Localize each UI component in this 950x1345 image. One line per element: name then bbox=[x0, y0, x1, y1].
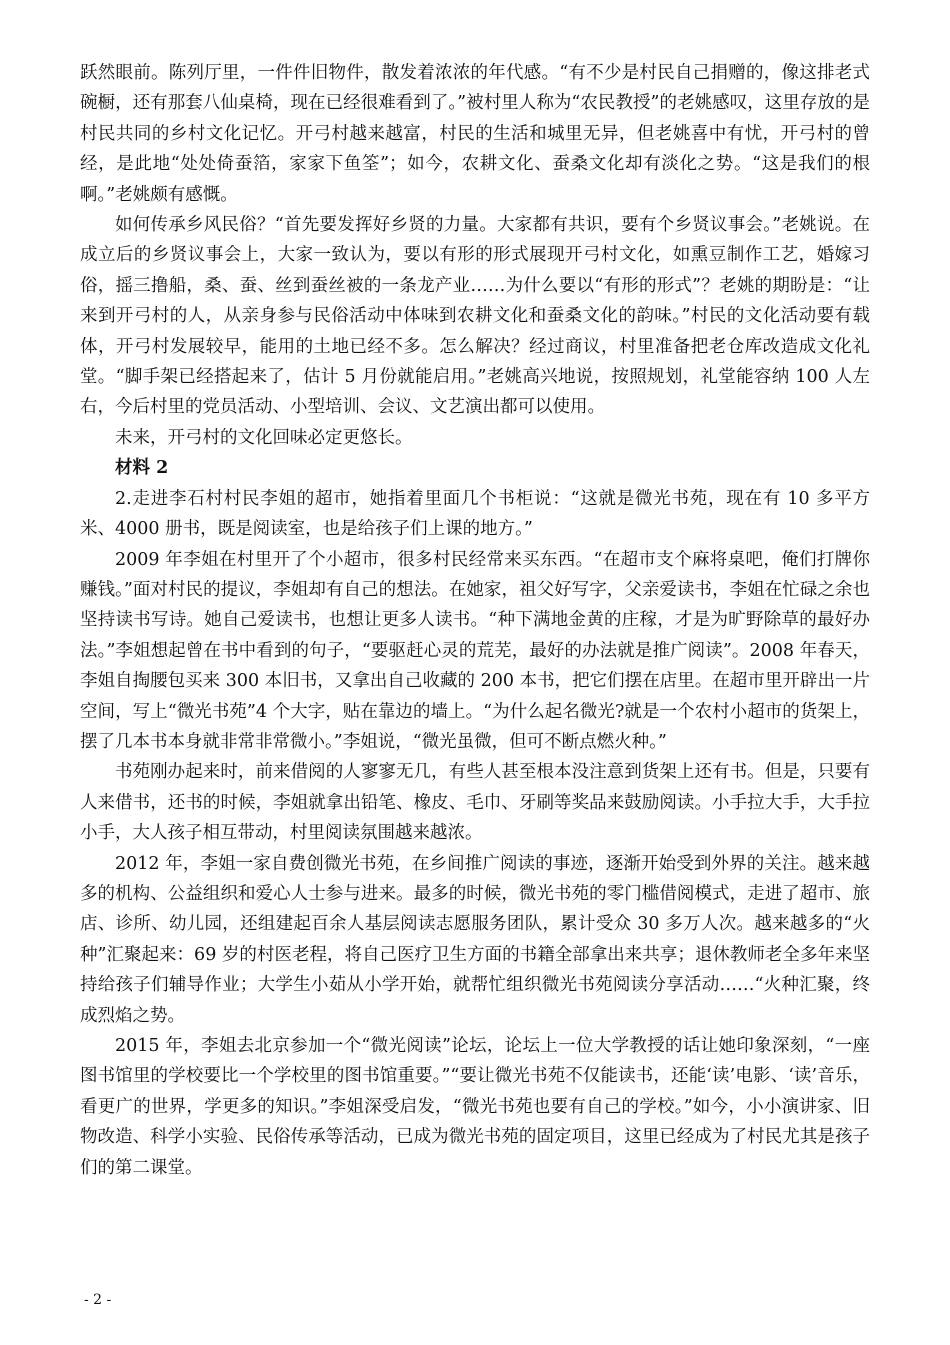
paragraph-future: 未来，开弓村的文化回味必定更悠长。 bbox=[115, 427, 413, 448]
paragraph-early-days: 书苑刚办起来时，前来借阅的人寥寥无几，有些人甚至根本没注意到货架上还有书。但是，只要有人来借书，还书的时候，李姐就拿出铅笔、橡皮、毛巾、牙刷等奖品来鼓励阅读。小手拉大手，大手拉小手，大人孩子相互带动，村里阅读氛围越来越浓。 bbox=[80, 762, 870, 844]
paragraph-2009-story: 2009 年李姐在村里开了个小超市，很多村民经常来买东西。“在超市支个麻将桌吧，俺们打牌你赚钱。”面对村民的提议，李姐却有自己的想法。在她家，祖父好写字，父亲爱读书，李姐在忙碌之余也坚持读书写诗。她自己爱读书，也想让更多人读书。“种下满地金黄的庄稼，才是为旷野除草的最好办法。”李姐想起曾在书中看到的句子，“要驱赶心灵的荒芜，最好的办法就是推广阅读”。2008 年春天，李姐自掏腰包买来 300 本旧书，又拿出自己收藏的 200 本书，把它们摆在店里。在超市里开辟出一片空间，写上“微光书苑”4 个大字，贴在靠边的墙上。“为什么起名微光?就是一个农村小超市的货架上，摆了几本书本身就非常非常微小。”李姐说，“微光虽微，但可不断点燃火种。” bbox=[80, 549, 870, 752]
paragraph-2015-forum: 2015 年，李姐去北京参加一个“微光阅读”论坛，论坛上一位大学教授的话让她印象深刻，“一座图书馆里的学校要比一个学校里的图书馆重要。”“要让微光书苑不仅能读书，还能‘读’电影、‘读’音乐，看更广的世界，学更多的知识。”李姐深受启发，“微光书苑也要有自己的学校。”如今，小小演讲家、旧物改造、科学小实验、民俗传承等活动，已成为微光书苑的固定项目，这里已经成为了村民尤其是孩子们的第二课堂。 bbox=[80, 1036, 870, 1178]
paragraph-inheritance: 如何传承乡风民俗？“首先要发挥好乡贤的力量。大家都有共识，要有个乡贤议事会。”老姚说。在成立后的乡贤议事会上，大家一致认为，要以有形的形式展现开弓村文化，如熏豆制作工艺，婚嫁习俗，摇三撸船，桑、蚕、丝到蚕丝被的一条龙产业……为什么要以“有形的形式”？老姚的期盼是：“让来到开弓村的人，从亲身参与民俗活动中体味到农耕文化和蚕桑文化的韵味。”村民的文化活动要有载体，开弓村发展较早，能用的土地已经不多。怎么解决？经过商议，村里准备把老仓库改造成文化礼堂。“脚手架已经搭起来了，估计 5 月份就能启用。”老姚高兴地说，按照规划，礼堂能容纳 100 人左右，今后村里的党员活动、小型培训、会议、文艺演出都可以使用。 bbox=[80, 215, 870, 418]
paragraph-2012-growth: 2012 年，李姐一家自费创微光书苑，在乡间推广阅读的事迹，逐渐开始受到外界的关注。越来越多的机构、公益组织和爱心人士参与进来。最多的时候，微光书苑的零门槛借阅模式，走进了超市、旅店、诊所、幼儿园，还组建起百余人基层阅读志愿服务团队，累计受众 30 多万人次。越来越多的“火种”汇聚起来：69 岁的村医老程，将自己医疗卫生方面的书籍全部拿出来共享；退休教师老全多年来坚持给孩子们辅导作业；大学生小茹从小学开始，就帮忙组织微光书苑阅读分享活动……“火种汇聚，终成烈焰之势。 bbox=[80, 853, 870, 1026]
page-number: - 2 - bbox=[84, 1292, 112, 1308]
document-body bbox=[80, 58, 870, 1183]
paragraph-continuation: 跃然眼前。陈列厅里，一件件旧物件，散发着浓浓的年代感。“有不少是村民自己捐赠的，像这排老式碗橱，还有那套八仙桌椅，现在已经很难看到了。”被村里人称为“农民教授”的老姚感叹，这里存放的是村民共同的乡村文化记忆。开弓村越来越富，村民的生活和城里无异，但老姚喜中有忧，开弓村的曾经，是此地“处处倚蚕箔，家家下鱼筌”；如今，农耕文化、蚕桑文化却有淡化之势。“这是我们的根啊。”老姚颇有感慨。 bbox=[80, 63, 870, 205]
paragraph-supermarket-intro: 2.走进李石村村民李姐的超市，她指着里面几个书柜说：“这就是微光书苑，现在有 10 多平方米、4000 册书，既是阅读室，也是给孩子们上课的地方。” bbox=[80, 488, 870, 540]
section-heading-material-2: 材料 2 bbox=[115, 458, 169, 479]
